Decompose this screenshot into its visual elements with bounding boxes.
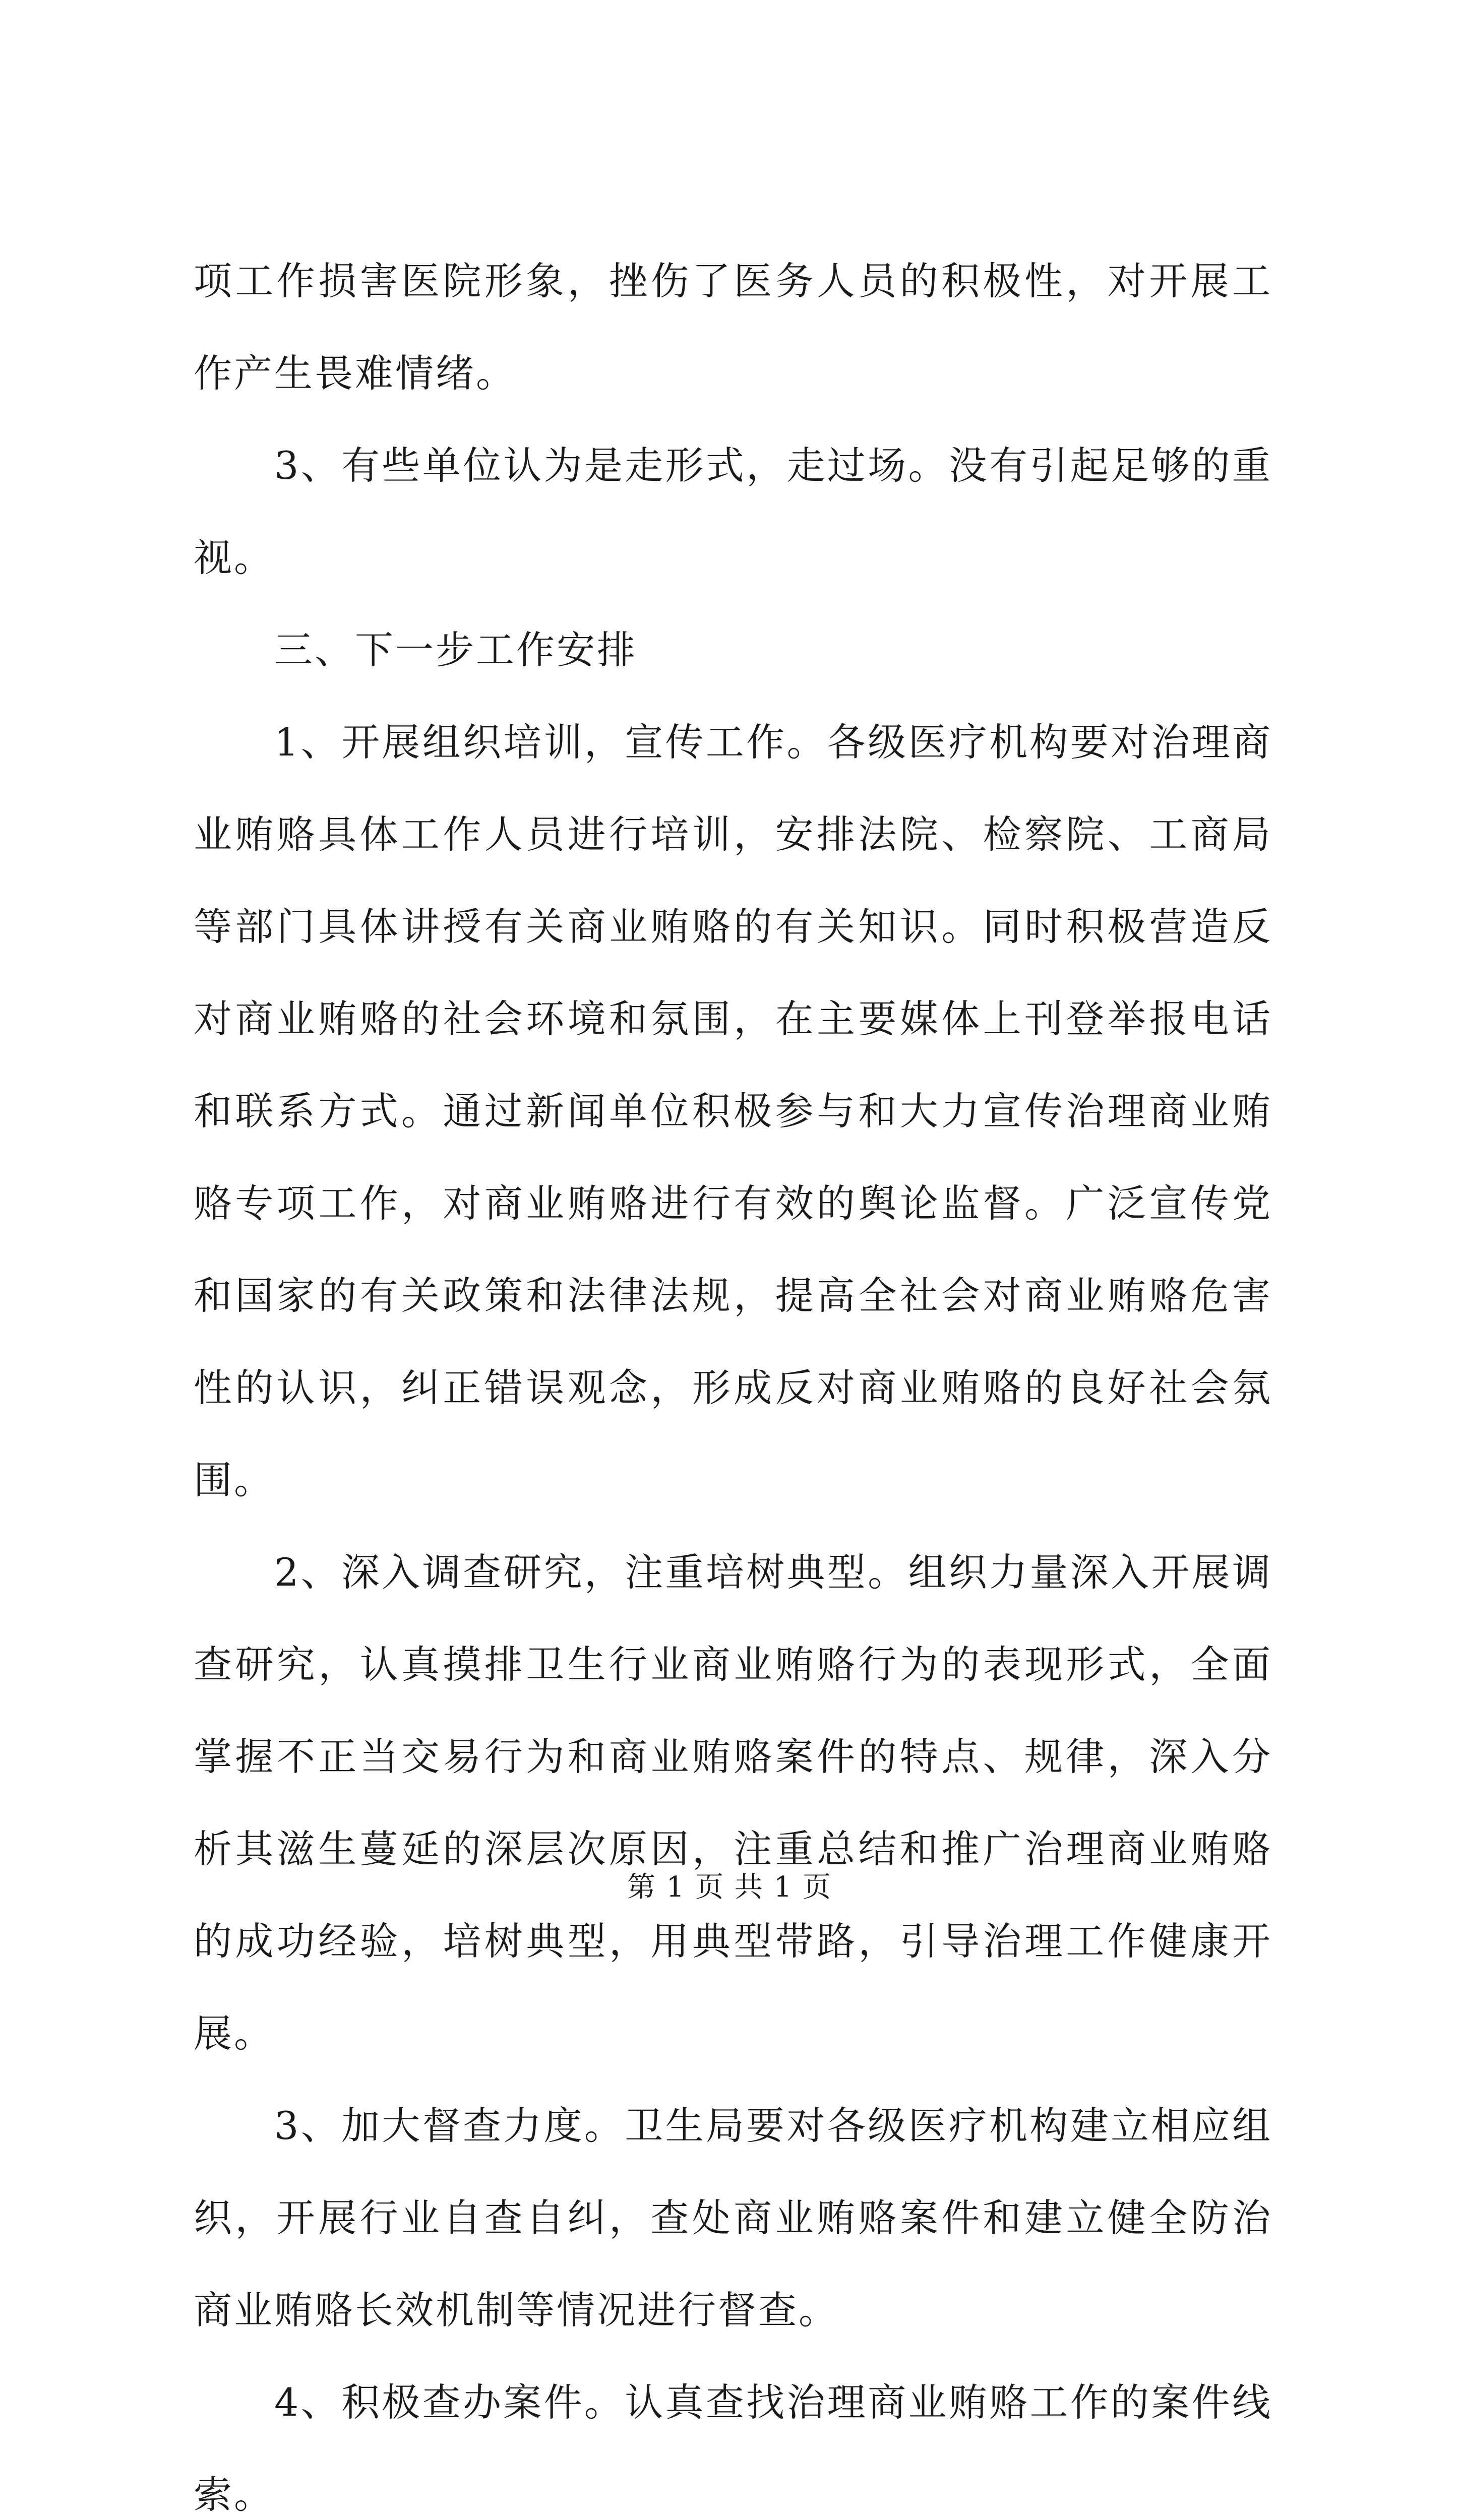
page-number-footer: 第 1 页 共 1 页 [627, 1871, 832, 1904]
paragraph-item-3-formality: 3、有些单位认为是走形式，走过场。没有引起足够的重视。 [194, 443, 1272, 580]
paragraph-continuation: 项工作损害医院形象，挫伤了医务人员的积极性，对开展工作产生畏难情绪。 [194, 259, 1272, 396]
document-body [194, 235, 1272, 2520]
paragraph-item-3-supervision: 3、加大督查力度。卫生局要对各级医疗机构建立相应组织，开展行业自查自纠，查处商业贿赂案件和建立健全防治商业贿赂长效机制等情况进行督查。 [194, 2103, 1272, 2333]
section-heading-next-steps: 三、下一步工作安排 [274, 627, 637, 672]
paragraph-item-2-research: 2、深入调查研究，注重培树典型。组织力量深入开展调查研究，认真摸排卫生行业商业贿赂行为的表现形式，全面掌握不正当交易行为和商业贿赂案件的特点、规律，深入分析其滋生蔓延的深层次原因，注重总结和推广治理商业贿赂的成功经验，培树典型，用典型带路，引导治理工作健康开展。 [194, 1550, 1272, 2056]
paragraph-item-1-training: 1、开展组织培训，宣传工作。各级医疗机构要对治理商业贿赂具体工作人员进行培训，安排法院、检察院、工商局等部门具体讲授有关商业贿赂的有关知识。同时积极营造反对商业贿赂的社会环境和氛围，在主要媒体上刊登举报电话和联系方式。通过新闻单位积极参与和大力宣传治理商业贿赂专项工作，对商业贿赂进行有效的舆论监督。广泛宣传党和国家的有关政策和法律法规，提高全社会对商业贿赂危害性的认识，纠正错误观念，形成反对商业贿赂的良好社会氛围。 [194, 720, 1272, 1502]
paragraph-item-4-cases: 4、积极查办案件。认真查找治理商业贿赂工作的案件线索。 [194, 2380, 1272, 2517]
